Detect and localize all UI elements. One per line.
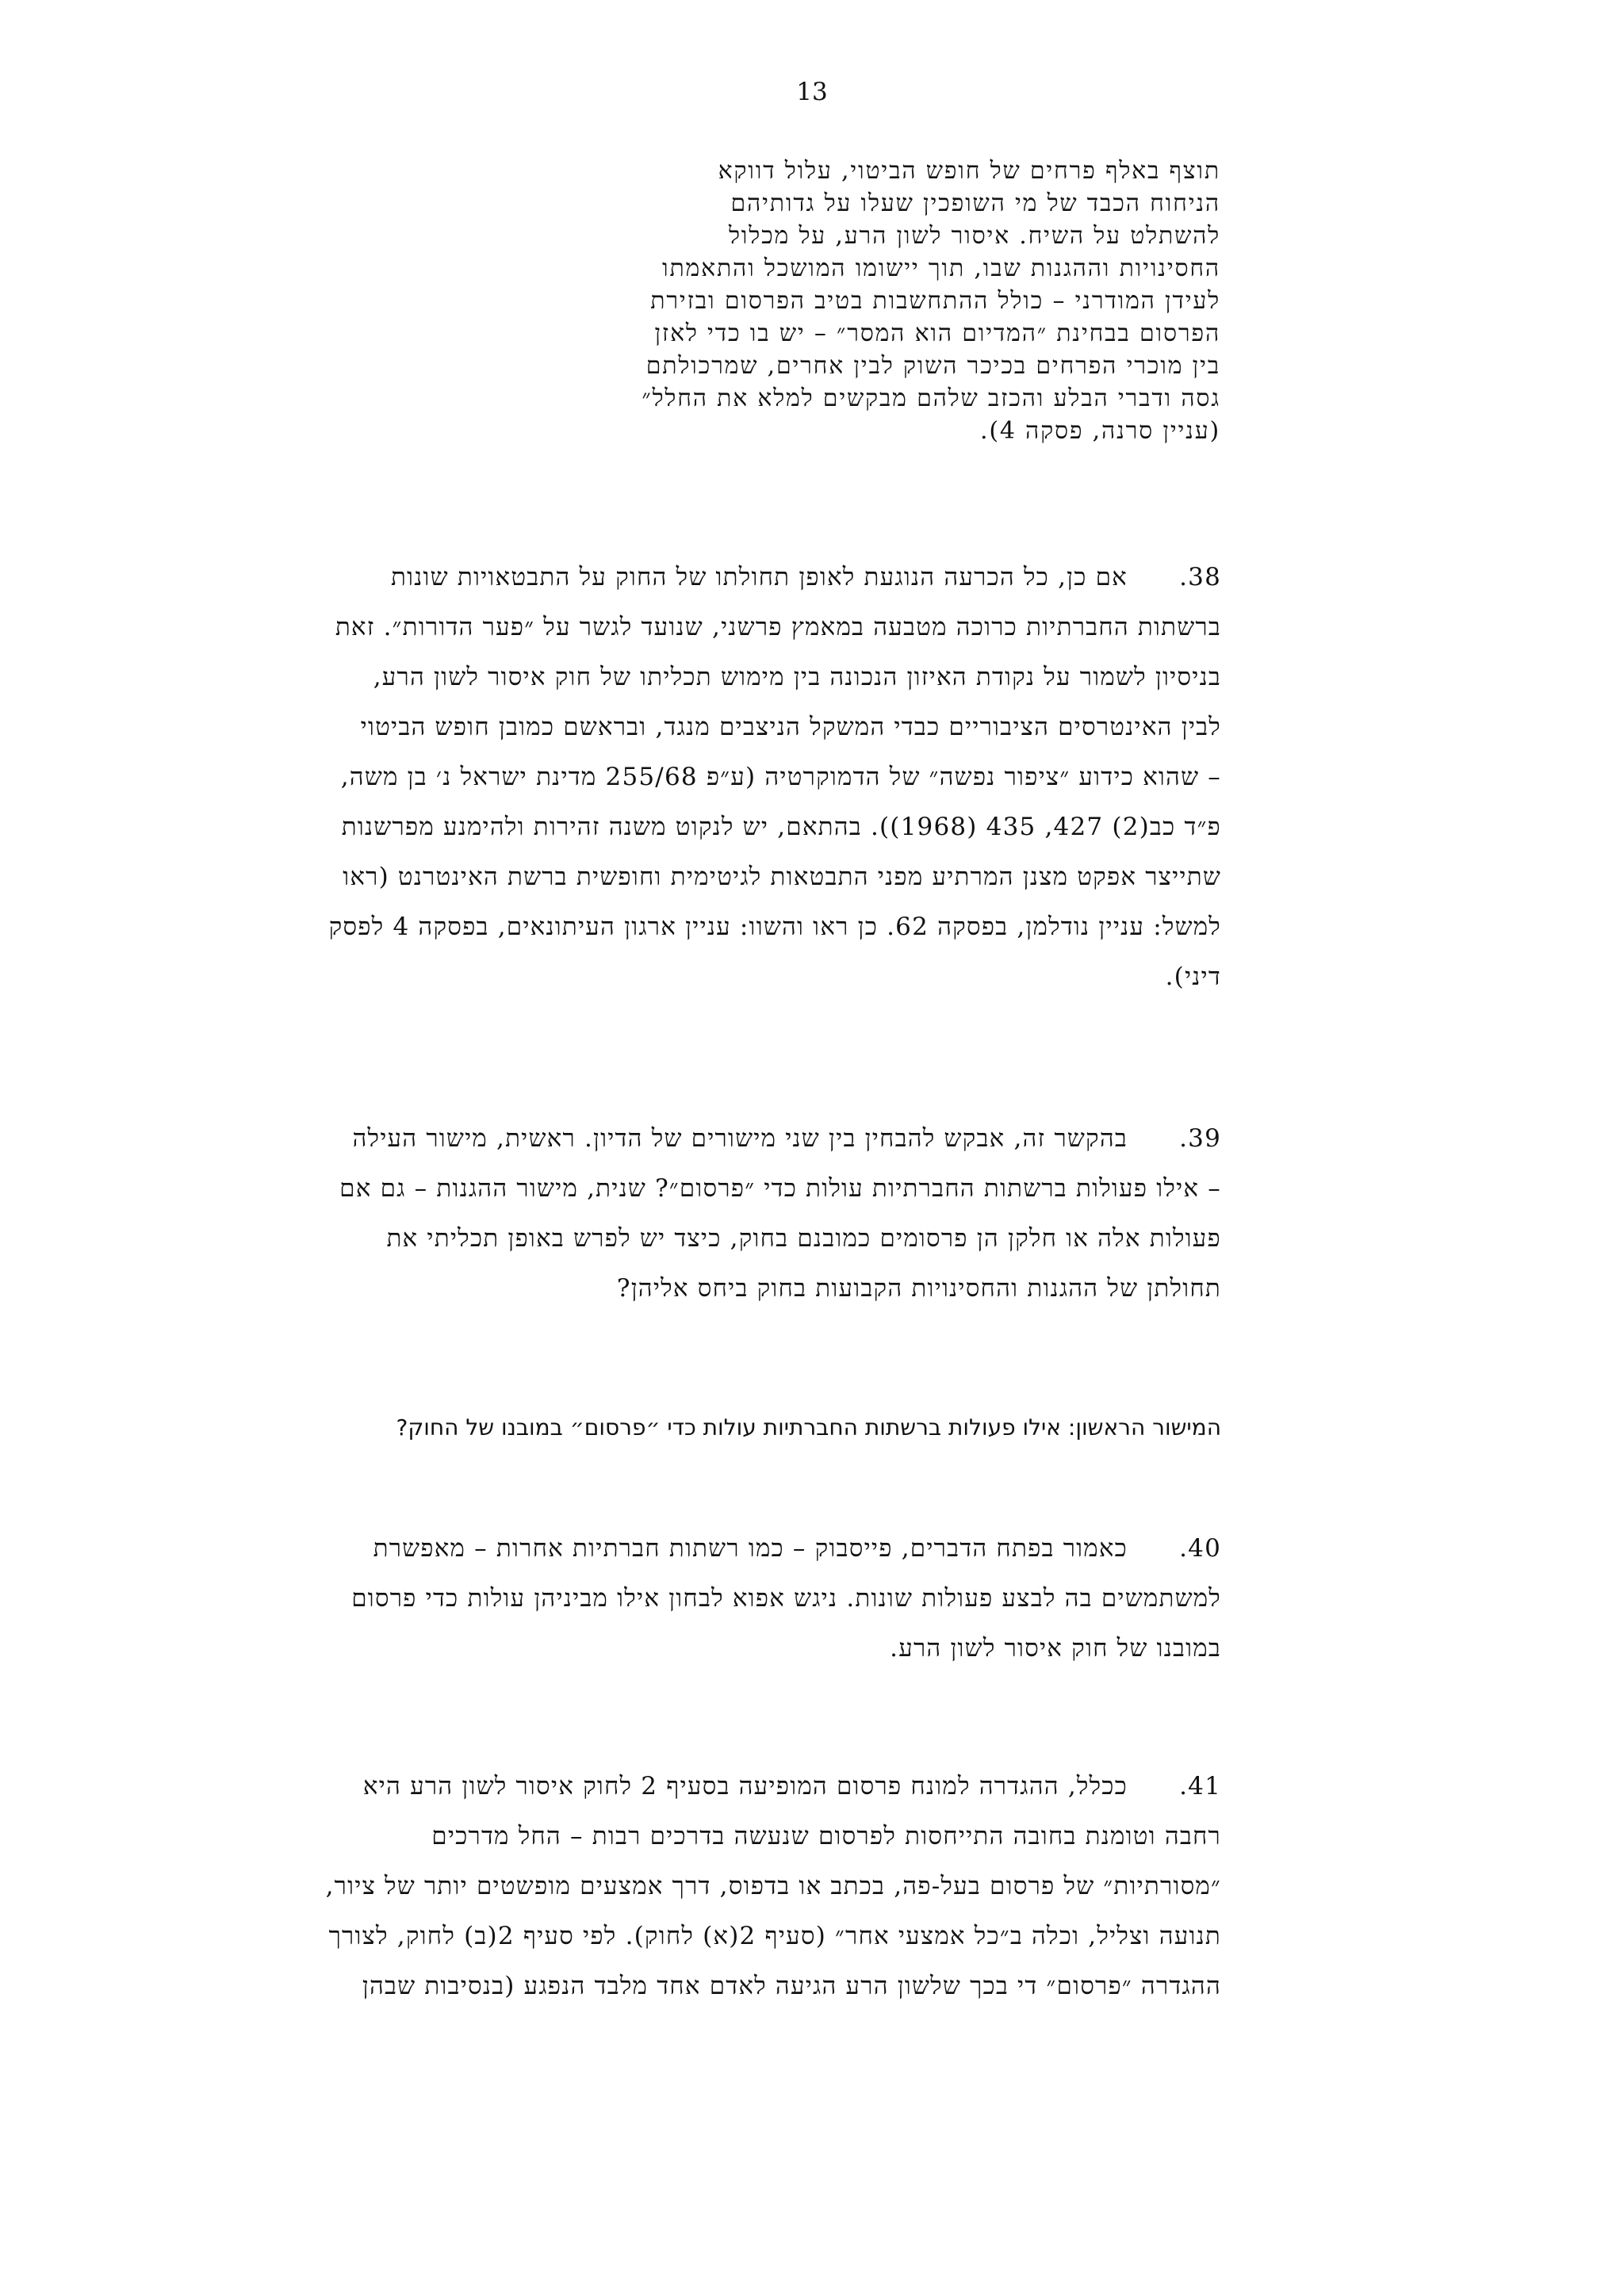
paragraph-line: תנועה וצליל, וכלה ב״כל אמצעי אחר״ (סעיף 2(א) לחוק). לפי סעיף 2(ב) לחוק, לצורך	[328, 1922, 1221, 1950]
paragraph-39	[239, 1114, 1221, 1314]
paragraph-first-line	[239, 1524, 1221, 1574]
quote-line: הפרסום בבחינת ״המדיום הוא המסר״ – יש בו כדי לאזן	[654, 320, 1220, 347]
paragraph-line: – אילו פעולות ברשתות החברתיות עולות כדי ״פרסום״? שנית, מישור ההגנות – גם אם	[339, 1174, 1221, 1203]
paragraph-41	[239, 1762, 1221, 2011]
paragraph-line: בהקשר זה, אבקש להבחין בין שני מישורים של הדיון. ראשית, מישור העילה	[352, 1124, 1128, 1153]
paragraph-line: – שהוא כידוע ״ציפור נפשה״ של הדמוקרטיה (ע״פ 255/68 מדינת ישראל נ׳ בן משה,	[340, 763, 1221, 791]
quote-line: הניחוח הכבד של מי השופכין שעלו על גדותיהם	[730, 189, 1220, 217]
paragraph-first-line	[239, 553, 1221, 603]
quote-line: להשתלט על השיח. איסור לשון הרע, על מכלול	[728, 222, 1220, 250]
paragraph-number: 41.	[1179, 1772, 1221, 1800]
paragraph-number: 40.	[1179, 1534, 1221, 1563]
paragraph-38	[239, 553, 1221, 1002]
paragraph-line: למשל: עניין נודלמן, בפסקה 62. כן ראו והשוו: עניין ארגון העיתונאים, בפסקה 4 לפסק	[328, 913, 1221, 941]
paragraph-line: למשתמשים בה לבצע פעולות שונות. ניגש אפוא לבחון אילו מביניהן עולות כדי פרסום	[351, 1584, 1221, 1613]
quote-line: לעידן המודרני – כולל ההתחשבות בטיב הפרסום ובזירת	[650, 287, 1220, 315]
paragraph-line: בניסיון לשמור על נקודת האיזון הנכונה בין מימוש תכליתו של חוק איסור לשון הרע,	[373, 663, 1221, 691]
paragraph-line: ״מסורתיות״ של פרסום בעל-פה, בכתב או בדפוס, דרך אמצעים מופשטים יותר של ציור,	[325, 1872, 1221, 1900]
page-number: 13	[796, 78, 828, 106]
paragraph-first-line	[239, 1114, 1221, 1164]
paragraph-line: ככלל, ההגדרה למונח פרסום המופיעה בסעיף 2 לחוק איסור לשון הרע היא	[362, 1772, 1128, 1800]
quote-line: תוצף באלף פרחים של חופש הביטוי, עלול דווקא	[718, 157, 1220, 185]
paragraph-line: במובנו של חוק איסור לשון הרע.	[890, 1634, 1221, 1663]
paragraph-line: ההגדרה ״פרסום״ די בכך שלשון הרע הגיעה לאדם אחד מלבד הנפגע (בנסיבות שבהן	[362, 1972, 1221, 2000]
quote-line: (עניין סרנה, פסקה 4).	[979, 417, 1220, 445]
paragraph-number: 38.	[1179, 563, 1221, 591]
paragraph-first-line	[239, 1762, 1221, 1812]
block-quote	[412, 155, 1220, 447]
paragraph-line: דיני).	[1165, 962, 1221, 991]
paragraph-line: שתייצר אפקט מצנן המרתיע מפני התבטאות לגיטימית וחופשית ברשת האינטרנט (ראו	[343, 863, 1221, 891]
paragraph-number: 39.	[1179, 1124, 1221, 1153]
paragraph-line: ברשתות החברתיות כרוכה מטבעה במאמץ פרשני, שנועד לגשר על ״פער הדורות״. זאת	[335, 613, 1221, 641]
quote-line: גסה ודברי הבלע והכזב שלהם מבקשים למלא את החלל״	[642, 385, 1220, 412]
paragraph-line: רחבה וטומנת בחובה התייחסות לפרסום שנעשה בדרכים רבות – החל מדרכים	[431, 1822, 1221, 1850]
paragraph-line: פ״ד כב(2) 427, 435 (1968)). בהתאם, יש לנקוט משנה זהירות ולהימנע מפרשנות	[341, 813, 1221, 841]
quote-line: החסינויות וההגנות שבו, תוך יישומו המושכל והתאמתו	[661, 254, 1220, 282]
section-heading: המישור הראשון: אילו פעולות ברשתות החברתיות עולות כדי ״פרסום״ במובנו של החוק?	[396, 1414, 1221, 1441]
paragraph-40	[239, 1524, 1221, 1674]
paragraph-line: לבין האינטרסים הציבוריים כבדי המשקל הניצבים מנגד, ובראשם כמובן חופש הביטוי	[360, 713, 1221, 741]
paragraph-line: אם כן, כל הכרעה הנוגעת לאופן תחולתו של החוק על התבטאויות שונות	[390, 563, 1128, 591]
paragraph-line: תחולתן של ההגנות והחסינויות הקבועות בחוק ביחס אליהן?	[616, 1274, 1221, 1303]
paragraph-line: פעולות אלה או חלקן הן פרסומים כמובנם בחוק, כיצד יש לפרש באופן תכליתי את	[386, 1224, 1221, 1253]
quote-line: בין מוכרי הפרחים בכיכר השוק לבין אחרים, שמרכולתם	[645, 352, 1220, 380]
paragraph-line: כאמור בפתח הדברים, פייסבוק – כמו רשתות חברתיות אחרות – מאפשרת	[373, 1534, 1128, 1563]
